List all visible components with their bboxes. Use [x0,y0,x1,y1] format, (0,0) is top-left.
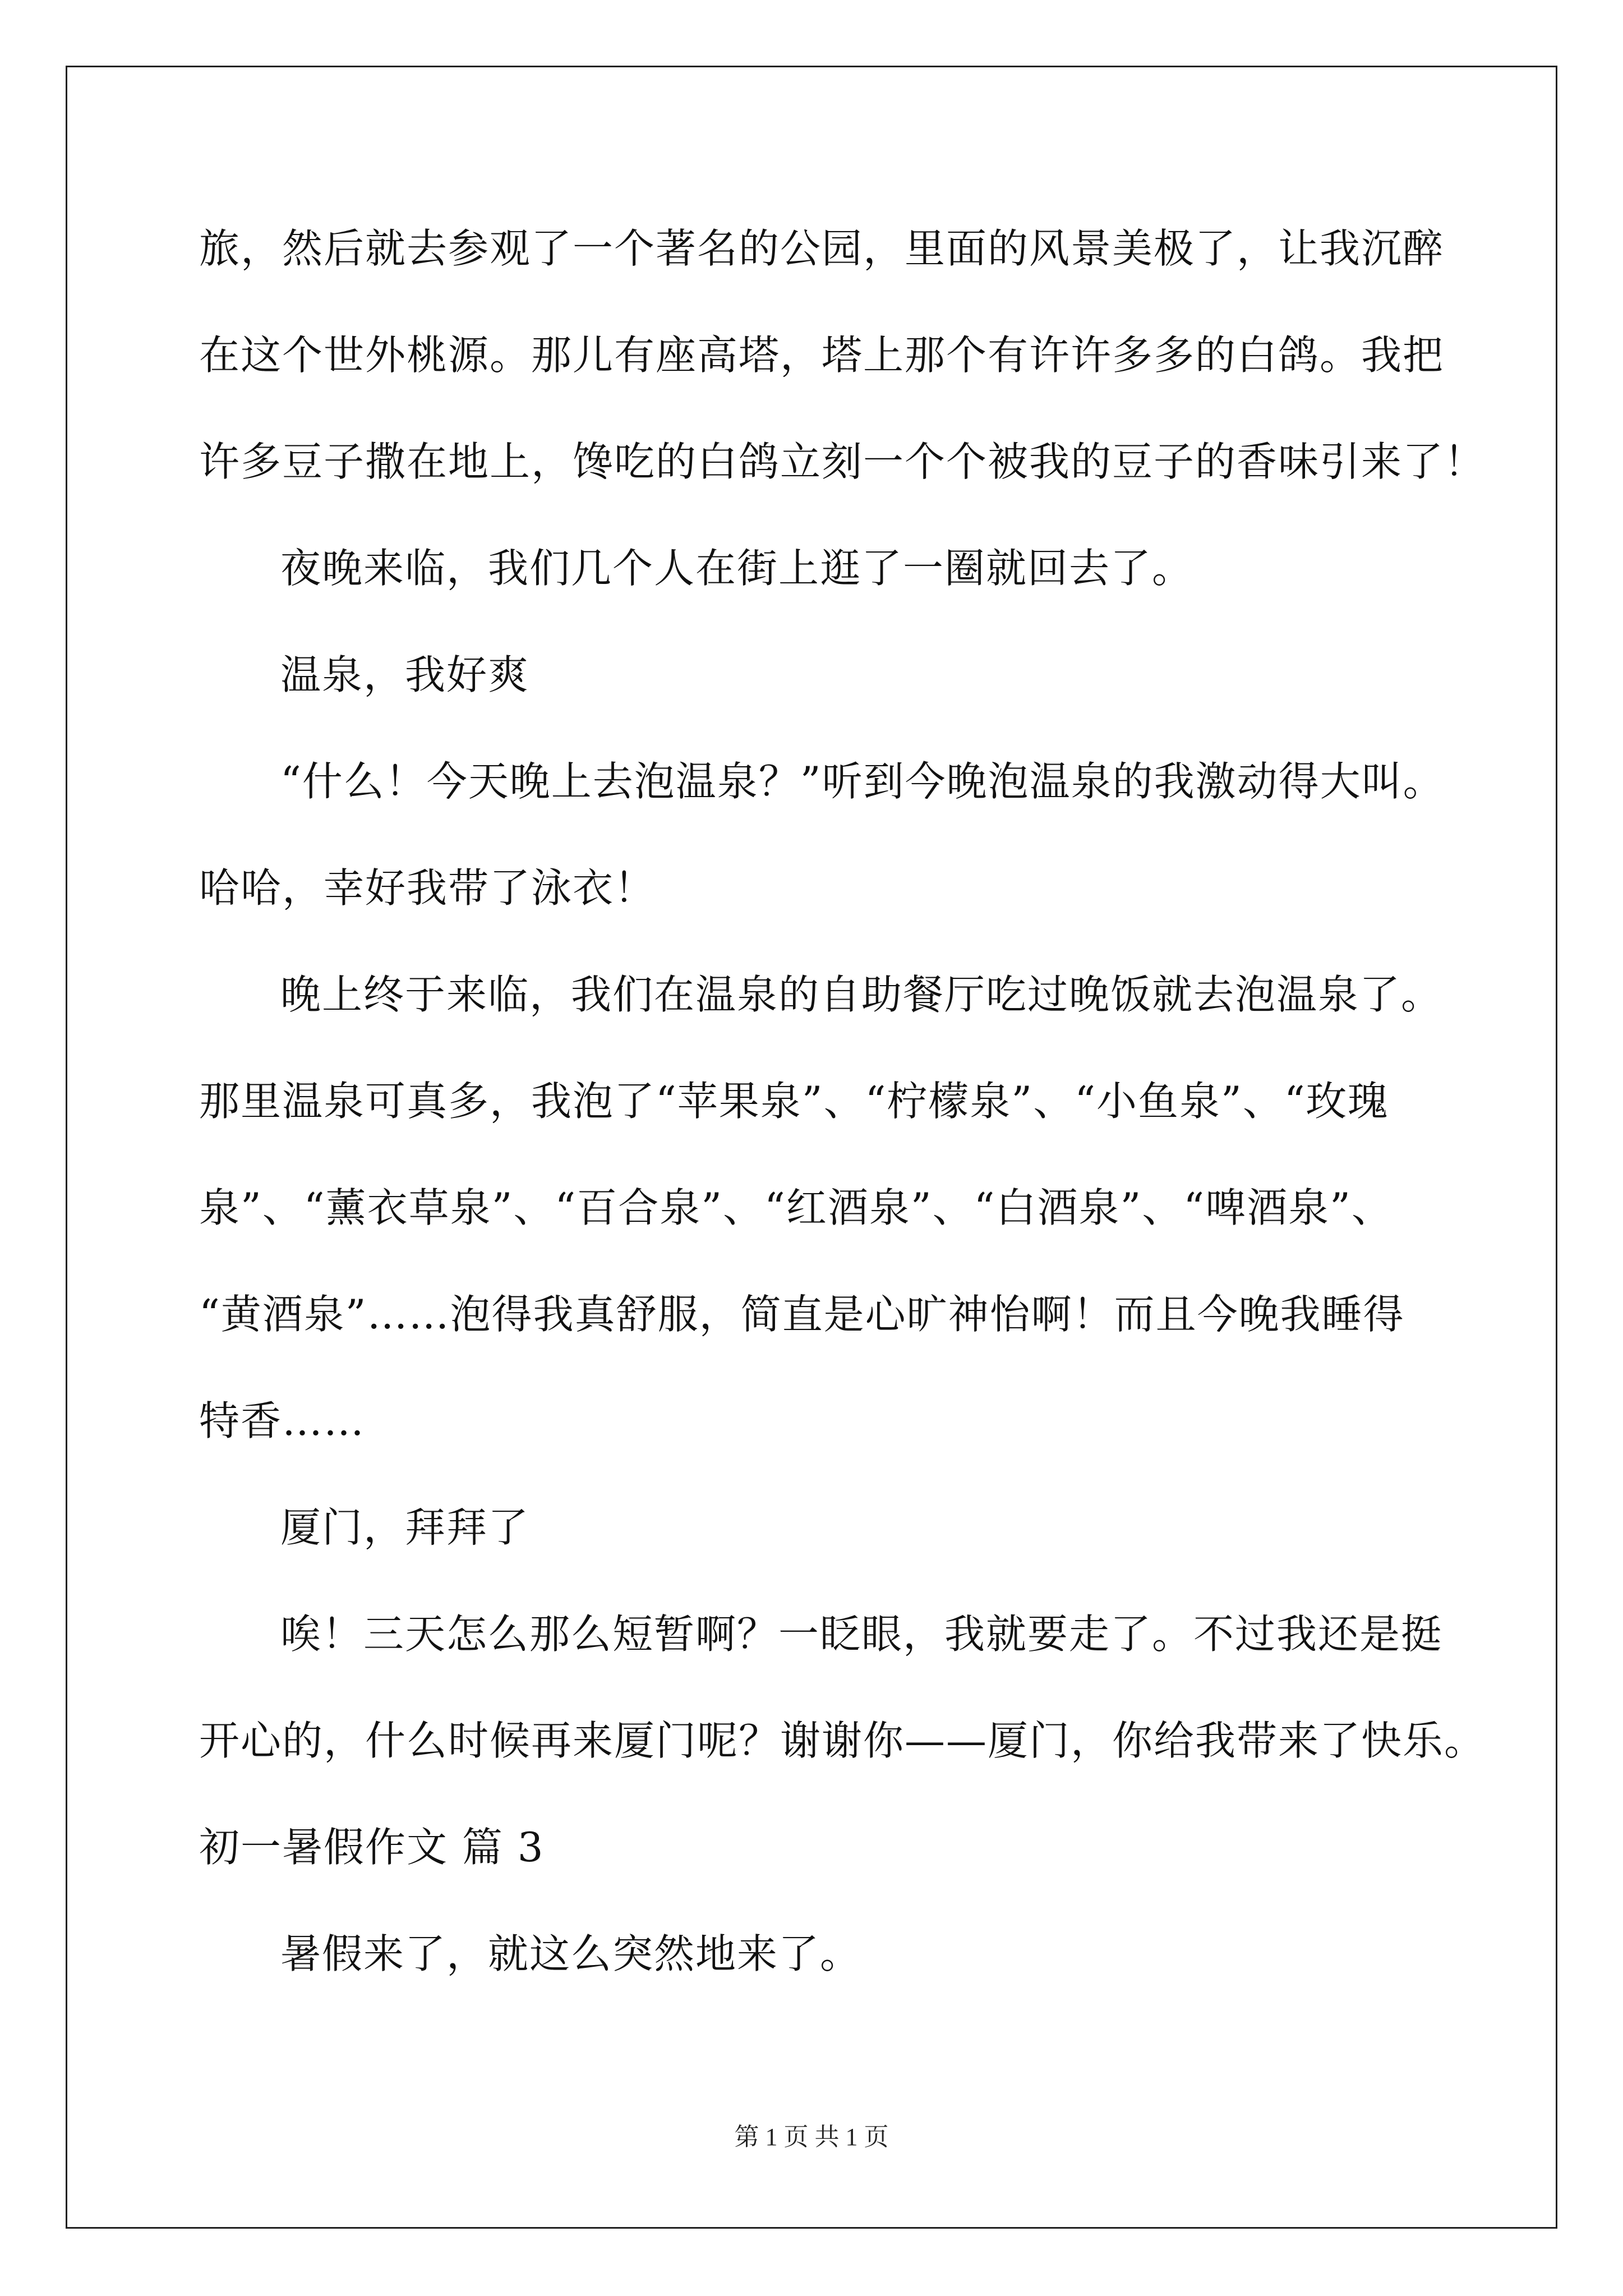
text-line-14: 唉！三天怎么那么短暂啊？一眨眼，我就要走了。不过我还是挺 [280,1611,1443,1658]
text-line-8: 晚上终于来临，我们在温泉的自助餐厅吃过晚饭就去泡温泉了。 [280,971,1443,1018]
text-line-9: 那里温泉可真多，我泡了“苹果泉”、“柠檬泉”、“小鱼泉”、“玫瑰 [199,1078,1389,1125]
text-line-10: 泉”、“薰衣草泉”、“百合泉”、“红酒泉”、“白酒泉”、“啤酒泉”、 [199,1184,1393,1231]
text-line-15: 开心的，什么时候再来厦门呢？谢谢你——厦门，你给我带来了快乐。 [199,1717,1486,1764]
page-frame [66,66,1557,2229]
section-heading-hot-spring: 温泉，我好爽 [280,651,530,698]
text-line-1: 旅，然后就去参观了一个著名的公园，里面的风景美极了，让我沉醉 [199,225,1445,272]
text-line-3: 许多豆子撒在地上，馋吃的白鸽立刻一个个被我的豆子的香味引来了！ [199,438,1486,485]
text-line-2: 在这个世外桃源。那儿有座高塔，塔上那个有许许多多的白鸽。我把 [199,332,1445,379]
page-number-footer: 第 1 页 共 1 页 [734,2123,889,2151]
text-line-4: 夜晚来临，我们几个人在街上逛了一圈就回去了。 [280,545,1194,592]
essay-title-part-3: 初一暑假作文 篇 3 [199,1824,545,1871]
text-line-6: “什么！今天晚上去泡温泉？”听到今晚泡温泉的我激动得大叫。 [280,758,1445,805]
text-line-17: 暑假来了，就这么突然地来了。 [280,1930,862,1977]
text-line-11: “黄酒泉”……泡得我真舒服，简直是心旷神怡啊！而且今晚我睡得 [199,1291,1405,1338]
text-line-7: 哈哈，幸好我带了泳衣！ [199,864,656,912]
section-heading-xiamen-goodbye: 厦门，拜拜了 [280,1504,530,1551]
text-line-12: 特香…… [199,1397,366,1444]
